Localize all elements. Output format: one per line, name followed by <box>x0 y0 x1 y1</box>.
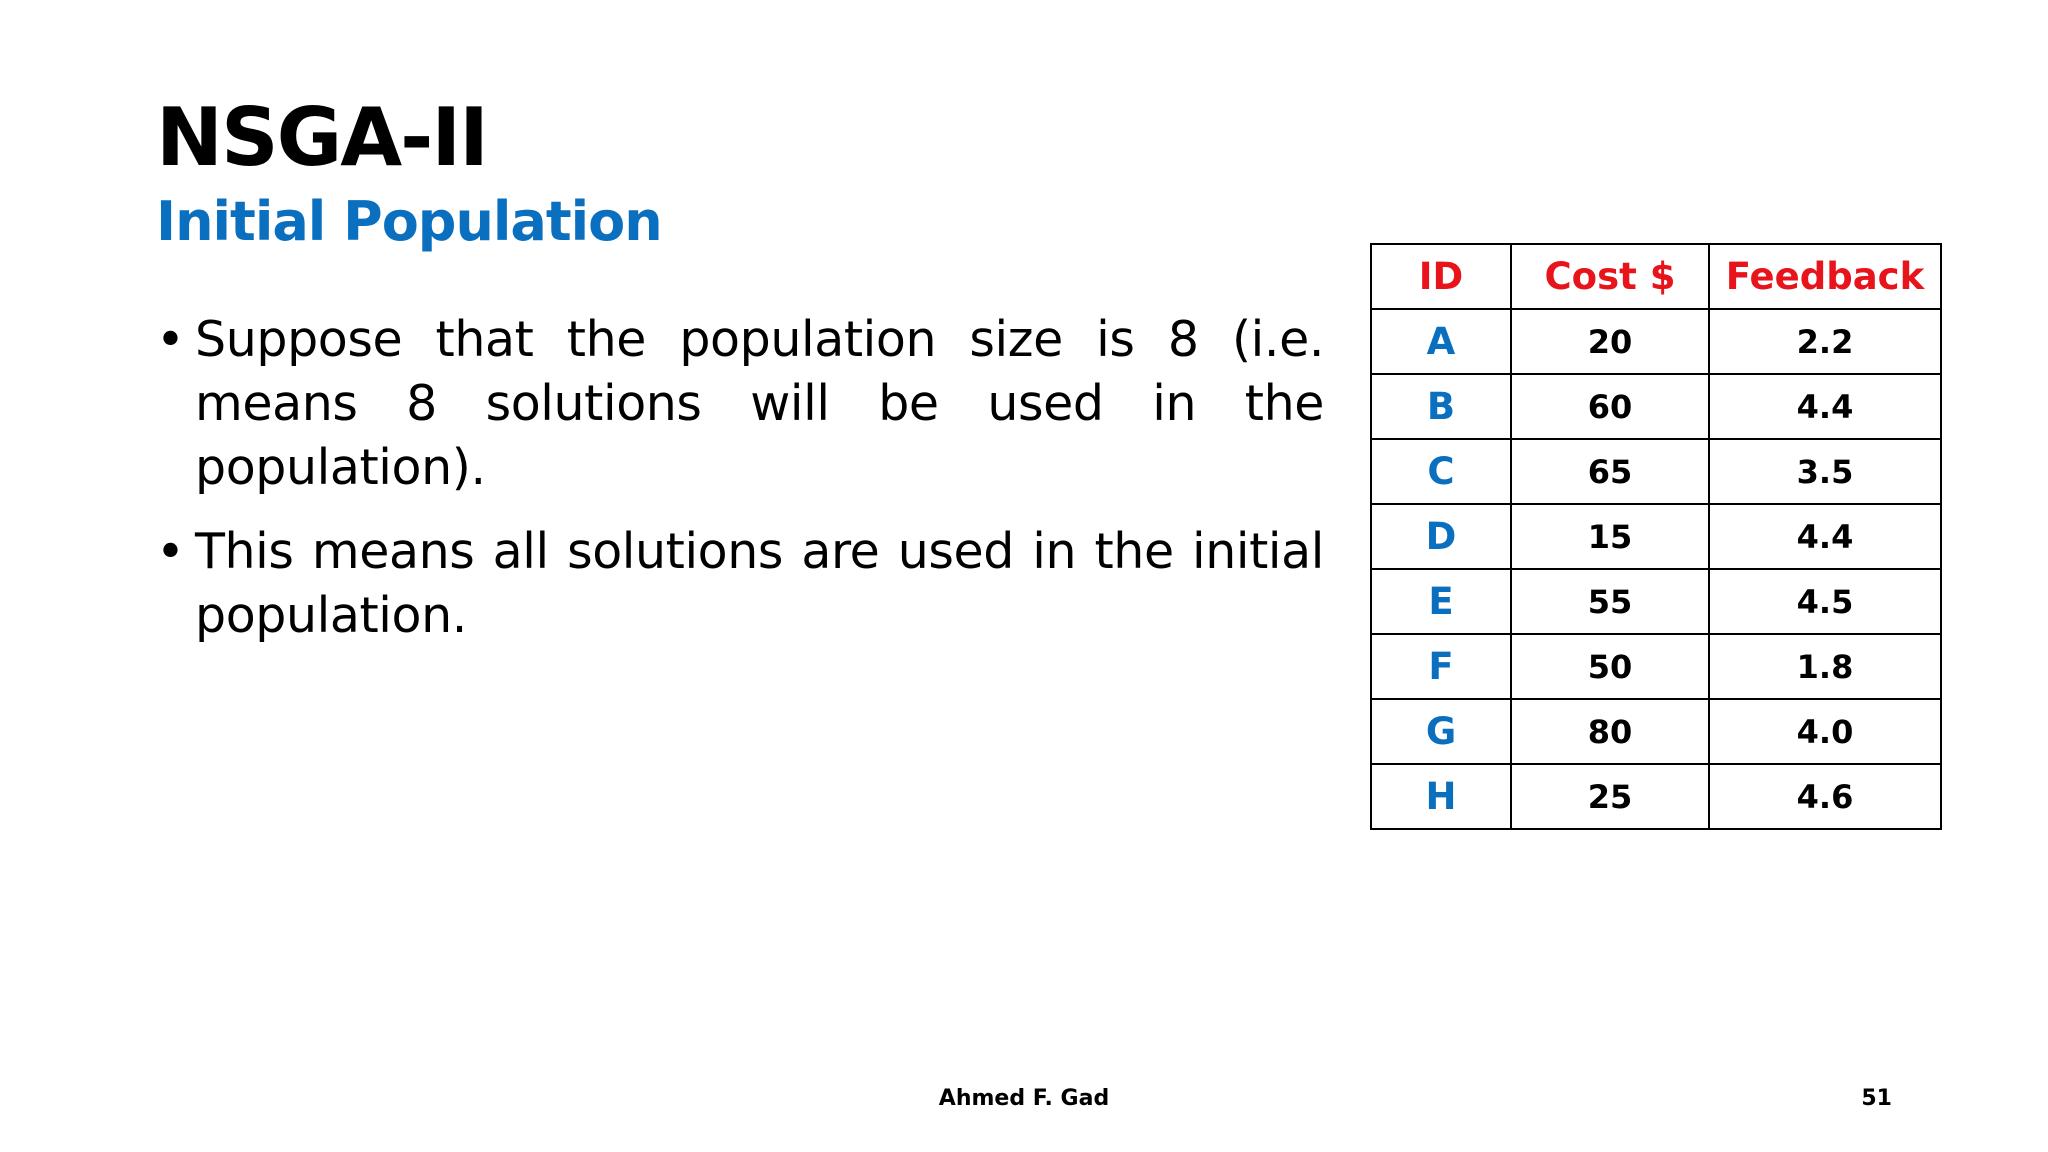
table-row <box>1371 634 1941 699</box>
cell-id: G <box>1371 699 1511 764</box>
bullet-icon: • <box>156 311 185 368</box>
bullet-icon: • <box>156 523 185 580</box>
bullet-item <box>156 308 1324 500</box>
cell-cost: 25 <box>1511 764 1709 829</box>
cell-id: H <box>1371 764 1511 829</box>
cell-feedback: 4.0 <box>1709 699 1941 764</box>
cell-cost: 20 <box>1511 309 1709 374</box>
bullet-text: Suppose that the population size is 8 (i.e. means 8 solutions will be used in the population). <box>195 311 1324 496</box>
cell-cost: 65 <box>1511 439 1709 504</box>
cell-id: D <box>1371 504 1511 569</box>
table-row <box>1371 504 1941 569</box>
cell-id: B <box>1371 374 1511 439</box>
cell-feedback: 4.5 <box>1709 569 1941 634</box>
cell-feedback: 4.4 <box>1709 374 1941 439</box>
cell-feedback: 3.5 <box>1709 439 1941 504</box>
header-cost: Cost $ <box>1511 244 1709 309</box>
cell-feedback: 2.2 <box>1709 309 1941 374</box>
cell-cost: 50 <box>1511 634 1709 699</box>
cell-id: E <box>1371 569 1511 634</box>
page-number: 51 <box>1861 1086 1892 1111</box>
slide-subtitle: Initial Population <box>156 190 662 253</box>
header-feedback: Feedback <box>1709 244 1941 309</box>
table-row <box>1371 569 1941 634</box>
population-table <box>1370 243 1942 830</box>
slide-title: NSGA-II <box>156 91 487 184</box>
cell-cost: 55 <box>1511 569 1709 634</box>
table-row <box>1371 439 1941 504</box>
cell-id: A <box>1371 309 1511 374</box>
table-row <box>1371 699 1941 764</box>
cell-cost: 60 <box>1511 374 1709 439</box>
cell-cost: 15 <box>1511 504 1709 569</box>
header-id: ID <box>1371 244 1511 309</box>
footer-author: Ahmed F. Gad <box>938 1086 1110 1111</box>
table-header-row <box>1371 244 1941 309</box>
bullet-text: This means all solutions are used in the initial population. <box>195 523 1324 644</box>
cell-cost: 80 <box>1511 699 1709 764</box>
cell-id: F <box>1371 634 1511 699</box>
bullet-list <box>156 308 1324 668</box>
cell-feedback: 4.4 <box>1709 504 1941 569</box>
cell-feedback: 4.6 <box>1709 764 1941 829</box>
table-row <box>1371 374 1941 439</box>
cell-id: C <box>1371 439 1511 504</box>
cell-feedback: 1.8 <box>1709 634 1941 699</box>
table-row <box>1371 764 1941 829</box>
table-row <box>1371 309 1941 374</box>
bullet-item <box>156 520 1324 648</box>
